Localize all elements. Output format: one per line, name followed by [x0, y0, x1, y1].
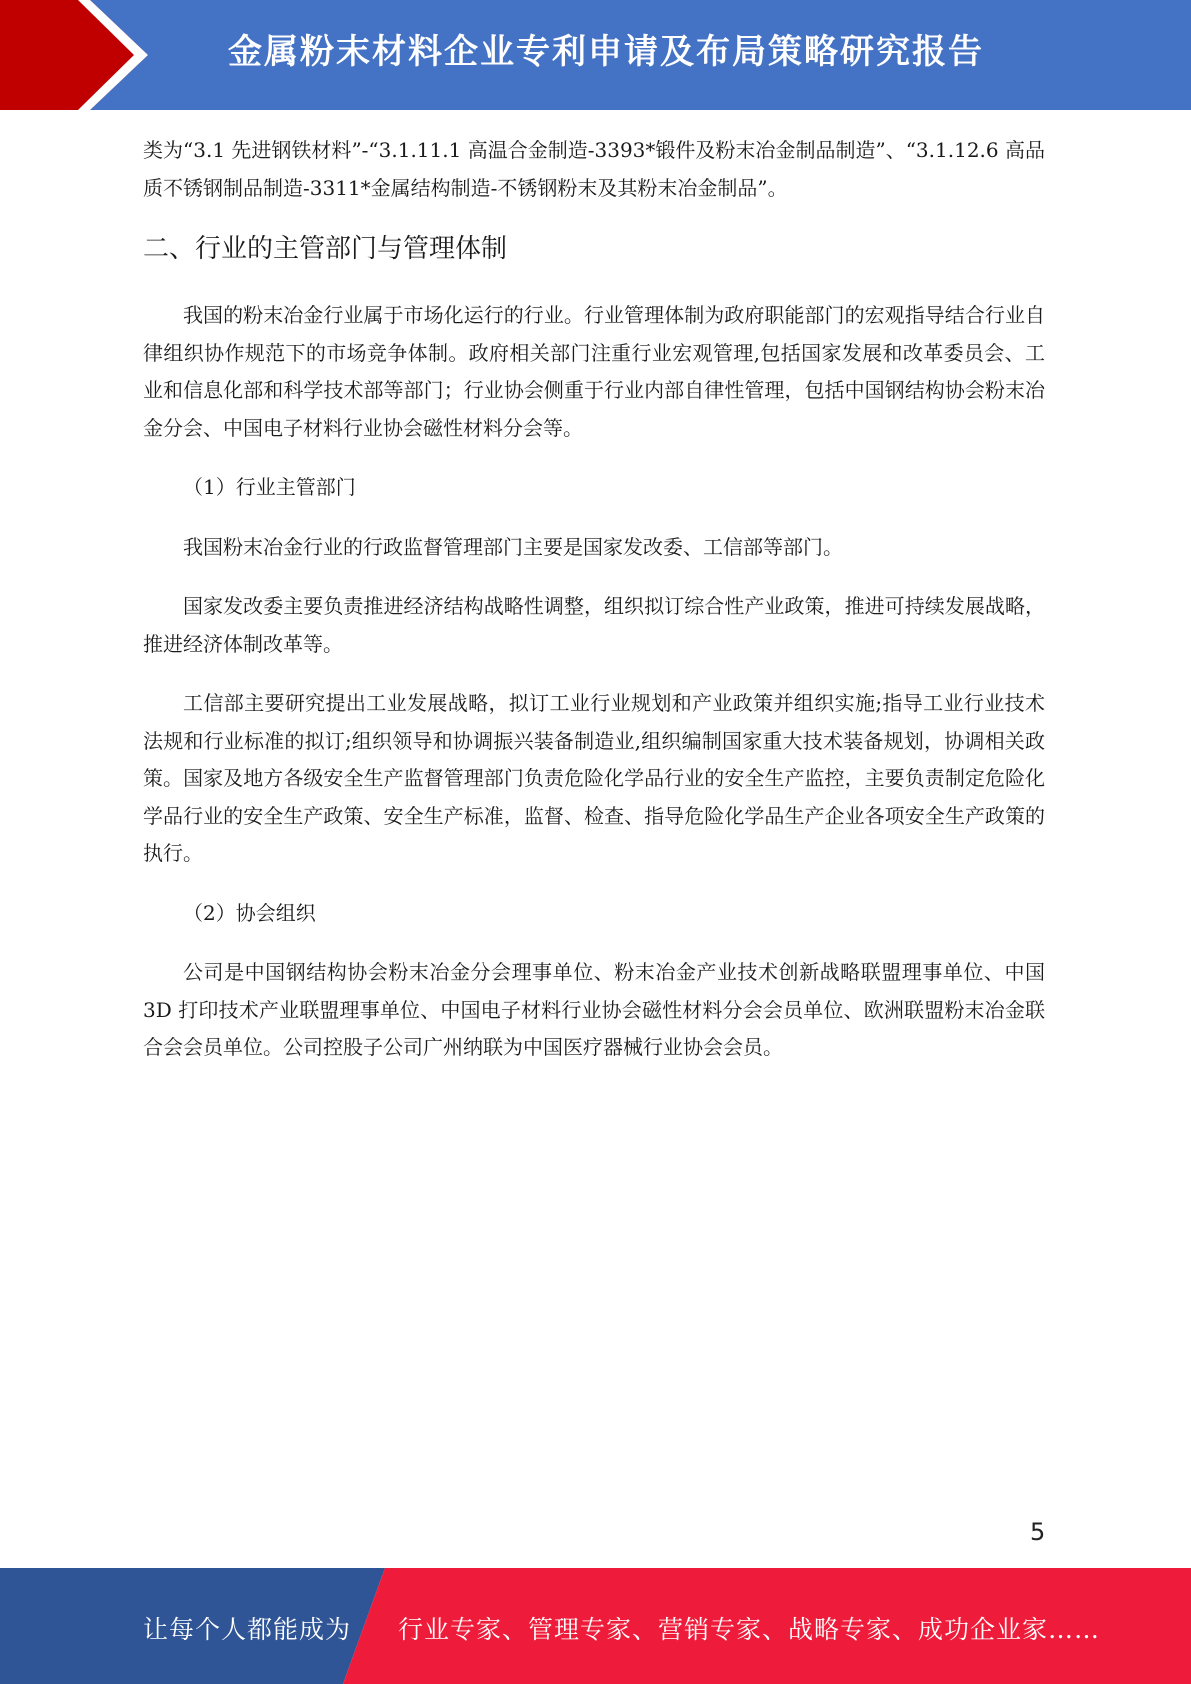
- paragraph-association: 公司是中国钢结构协会粉末冶金分会理事单位、粉末冶金产业技术创新战略联盟理事单位、中国 3D 打印技术产业联盟理事单位、中国电子材料行业协会磁性材料分会会员单位、欧洲联盟粉末冶金联合会会员单位。公司控股子公司广州纳联为中国医疗器械行业协会会员。: [143, 960, 1045, 1059]
- paragraph-ndrc: 国家发改委主要负责推进经济结构战略性调整，组织拟订综合性产业政策，推进可持续发展战略，推进经济体制改革等。: [143, 594, 1045, 656]
- document-body: [143, 132, 1045, 1067]
- paragraph-authority: 我国粉末冶金行业的行政监督管理部门主要是国家发改委、工信部等部门。: [183, 534, 843, 559]
- subheading-association: （2）协会组织: [183, 900, 316, 925]
- paragraph-intro: 类为“3.1 先进钢铁材料”-“3.1.11.1 高温合金制造-3393*锻件及粉末冶金制品制造”、“3.1.12.6 高品质不锈钢制品制造-3311*金属结构制造-不锈钢粉末及其粉末冶金制品”。: [143, 138, 1045, 200]
- page-footer: [0, 1568, 1191, 1684]
- paragraph-management: 我国的粉末冶金行业属于市场化运行的行业。行业管理体制为政府职能部门的宏观指导结合行业自律组织协作规范下的市场竞争体制。政府相关部门注重行业宏观管理,包括国家发展和改革委员会、工业和信息化部和科学技术部等部门；行业协会侧重于行业内部自律性管理，包括中国钢结构协会粉末冶金分会、中国电子材料行业协会磁性材料分会等。: [143, 303, 1045, 440]
- header-title: 金属粉末材料企业专利申请及布局策略研究报告: [228, 32, 984, 72]
- footer-slogan-left: 让每个人都能成为: [143, 1615, 352, 1644]
- page-header: [0, 0, 1191, 110]
- page-number: 5: [1030, 1518, 1046, 1546]
- footer-slogan-right: 行业专家、管理专家、营销专家、战略专家、成功企业家……: [398, 1615, 1101, 1644]
- paragraph-miit: 工信部主要研究提出工业发展战略，拟订工业行业规划和产业政策并组织实施;指导工业行业技术法规和行业标准的拟订;组织领导和协调振兴装备制造业,组织编制国家重大技术装备规划，协调相关政策。国家及地方各级安全生产监督管理部门负责危险化学品行业的安全生产监控，主要负责制定危险化学品行业的安全生产政策、安全生产标准，监督、检查、指导危险化学品生产企业各项安全生产政策的执行。: [143, 691, 1045, 865]
- subheading-authority: （1）行业主管部门: [183, 475, 356, 499]
- section-heading: 二、行业的主管部门与管理体制: [143, 234, 508, 264]
